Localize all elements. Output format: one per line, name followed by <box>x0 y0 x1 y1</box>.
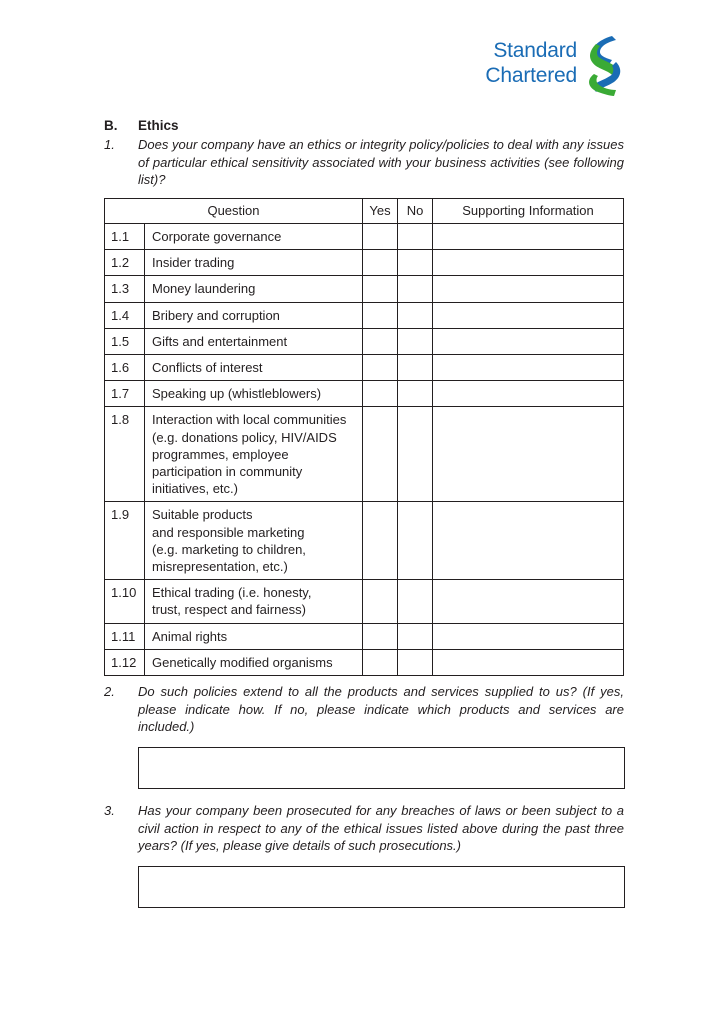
row-question <box>145 502 363 580</box>
no-cell[interactable] <box>398 302 433 328</box>
yes-cell[interactable] <box>363 381 398 407</box>
row-question-line: misrepresentation, etc.) <box>152 559 288 575</box>
supporting-information-cell[interactable] <box>433 250 624 276</box>
row-question: Gifts and entertainment <box>145 328 363 354</box>
logo-wordmark <box>455 38 577 88</box>
yes-cell[interactable] <box>363 649 398 675</box>
table-row <box>105 355 624 381</box>
row-question: Speaking up (whistleblowers) <box>145 381 363 407</box>
table-header-row <box>105 199 624 224</box>
table-row <box>105 250 624 276</box>
row-question-line: Suitable products <box>152 507 253 523</box>
supporting-information-cell[interactable] <box>433 224 624 250</box>
logo-line-1: Standard <box>493 39 577 62</box>
row-question: Corporate governance <box>145 224 363 250</box>
no-cell[interactable] <box>398 407 433 502</box>
yes-cell[interactable] <box>363 250 398 276</box>
table-row <box>105 580 624 623</box>
question-2 <box>104 683 624 736</box>
row-number: 1.10 <box>105 580 145 623</box>
no-cell[interactable] <box>398 649 433 675</box>
question-3-text: Has your company been prosecuted for any breaches of laws or been subject to a civil action in respect to any of the ethical issues listed above during the past three years? (If yes, please give details of such prosecutions.) <box>138 803 624 853</box>
question-2-text: Do such policies extend to all the products and services supplied to us? (If yes, please indicate how. If no, please indicate which products and services are included.) <box>138 684 624 734</box>
table-row <box>105 302 624 328</box>
row-question-line: initiatives, etc.) <box>152 481 238 497</box>
table-row <box>105 224 624 250</box>
yes-cell[interactable] <box>363 580 398 623</box>
logo-line-2: Chartered <box>485 64 577 87</box>
row-question: Genetically modified organisms <box>145 649 363 675</box>
supporting-information-cell[interactable] <box>433 381 624 407</box>
row-number: 1.4 <box>105 302 145 328</box>
yes-cell[interactable] <box>363 302 398 328</box>
no-cell[interactable] <box>398 502 433 580</box>
yes-cell[interactable] <box>363 276 398 302</box>
no-cell[interactable] <box>398 580 433 623</box>
question-1-number: 1. <box>104 137 115 152</box>
yes-cell[interactable] <box>363 502 398 580</box>
supporting-information-cell[interactable] <box>433 623 624 649</box>
standard-chartered-logo <box>455 34 625 98</box>
row-number: 1.11 <box>105 623 145 649</box>
supporting-information-cell[interactable] <box>433 355 624 381</box>
table-row <box>105 502 624 580</box>
supporting-information-cell[interactable] <box>433 502 624 580</box>
row-number: 1.12 <box>105 649 145 675</box>
row-question: Bribery and corruption <box>145 302 363 328</box>
header-supporting-information: Supporting Information <box>433 199 624 224</box>
yes-cell[interactable] <box>363 328 398 354</box>
row-question-line: Interaction with local communities <box>152 412 347 428</box>
section-number: B. <box>104 118 118 133</box>
no-cell[interactable] <box>398 250 433 276</box>
header-yes: Yes <box>363 199 398 224</box>
question-3-number: 3. <box>104 803 115 818</box>
supporting-information-cell[interactable] <box>433 328 624 354</box>
question-3-answer-box[interactable] <box>138 866 625 908</box>
row-question: Money laundering <box>145 276 363 302</box>
supporting-information-cell[interactable] <box>433 276 624 302</box>
no-cell[interactable] <box>398 623 433 649</box>
row-number: 1.8 <box>105 407 145 502</box>
table-row <box>105 407 624 502</box>
row-question-line: trust, respect and fairness) <box>152 602 306 618</box>
row-number: 1.6 <box>105 355 145 381</box>
no-cell[interactable] <box>398 328 433 354</box>
supporting-information-cell[interactable] <box>433 407 624 502</box>
row-question-line: (e.g. donations policy, HIV/AIDS <box>152 429 337 445</box>
row-question <box>145 580 363 623</box>
section-title: Ethics <box>138 118 179 133</box>
yes-cell[interactable] <box>363 355 398 381</box>
question-3 <box>104 802 624 855</box>
row-question: Conflicts of interest <box>145 355 363 381</box>
row-number: 1.5 <box>105 328 145 354</box>
table-row <box>105 381 624 407</box>
row-question-line: participation in community <box>152 464 303 480</box>
question-2-answer-box[interactable] <box>138 747 625 789</box>
supporting-information-cell[interactable] <box>433 302 624 328</box>
logo-mark-icon <box>582 34 626 98</box>
table-row <box>105 328 624 354</box>
row-question <box>145 407 363 502</box>
no-cell[interactable] <box>398 224 433 250</box>
question-1-text: Does your company have an ethics or integrity policy/policies to deal with any issues of particular ethical sensitivity associated with your business activities (see following list)? <box>138 137 624 187</box>
supporting-information-cell[interactable] <box>433 649 624 675</box>
table-row <box>105 276 624 302</box>
table-row <box>105 649 624 675</box>
row-question-line: (e.g. marketing to children, <box>152 541 306 557</box>
supporting-information-cell[interactable] <box>433 580 624 623</box>
no-cell[interactable] <box>398 355 433 381</box>
row-number: 1.2 <box>105 250 145 276</box>
table-row <box>105 623 624 649</box>
row-number: 1.3 <box>105 276 145 302</box>
header-no: No <box>398 199 433 224</box>
row-question-line: programmes, employee <box>152 446 289 462</box>
header-question: Question <box>105 199 363 224</box>
row-number: 1.7 <box>105 381 145 407</box>
question-2-number: 2. <box>104 684 115 699</box>
ethics-policy-table <box>104 198 624 676</box>
yes-cell[interactable] <box>363 224 398 250</box>
question-1 <box>104 136 624 189</box>
row-number: 1.1 <box>105 224 145 250</box>
row-question-line: Ethical trading (i.e. honesty, <box>152 585 312 601</box>
row-question: Animal rights <box>145 623 363 649</box>
yes-cell[interactable] <box>363 623 398 649</box>
row-question-line: and responsible marketing <box>152 524 305 540</box>
row-number: 1.9 <box>105 502 145 580</box>
no-cell[interactable] <box>398 276 433 302</box>
row-question: Insider trading <box>145 250 363 276</box>
yes-cell[interactable] <box>363 407 398 502</box>
no-cell[interactable] <box>398 381 433 407</box>
